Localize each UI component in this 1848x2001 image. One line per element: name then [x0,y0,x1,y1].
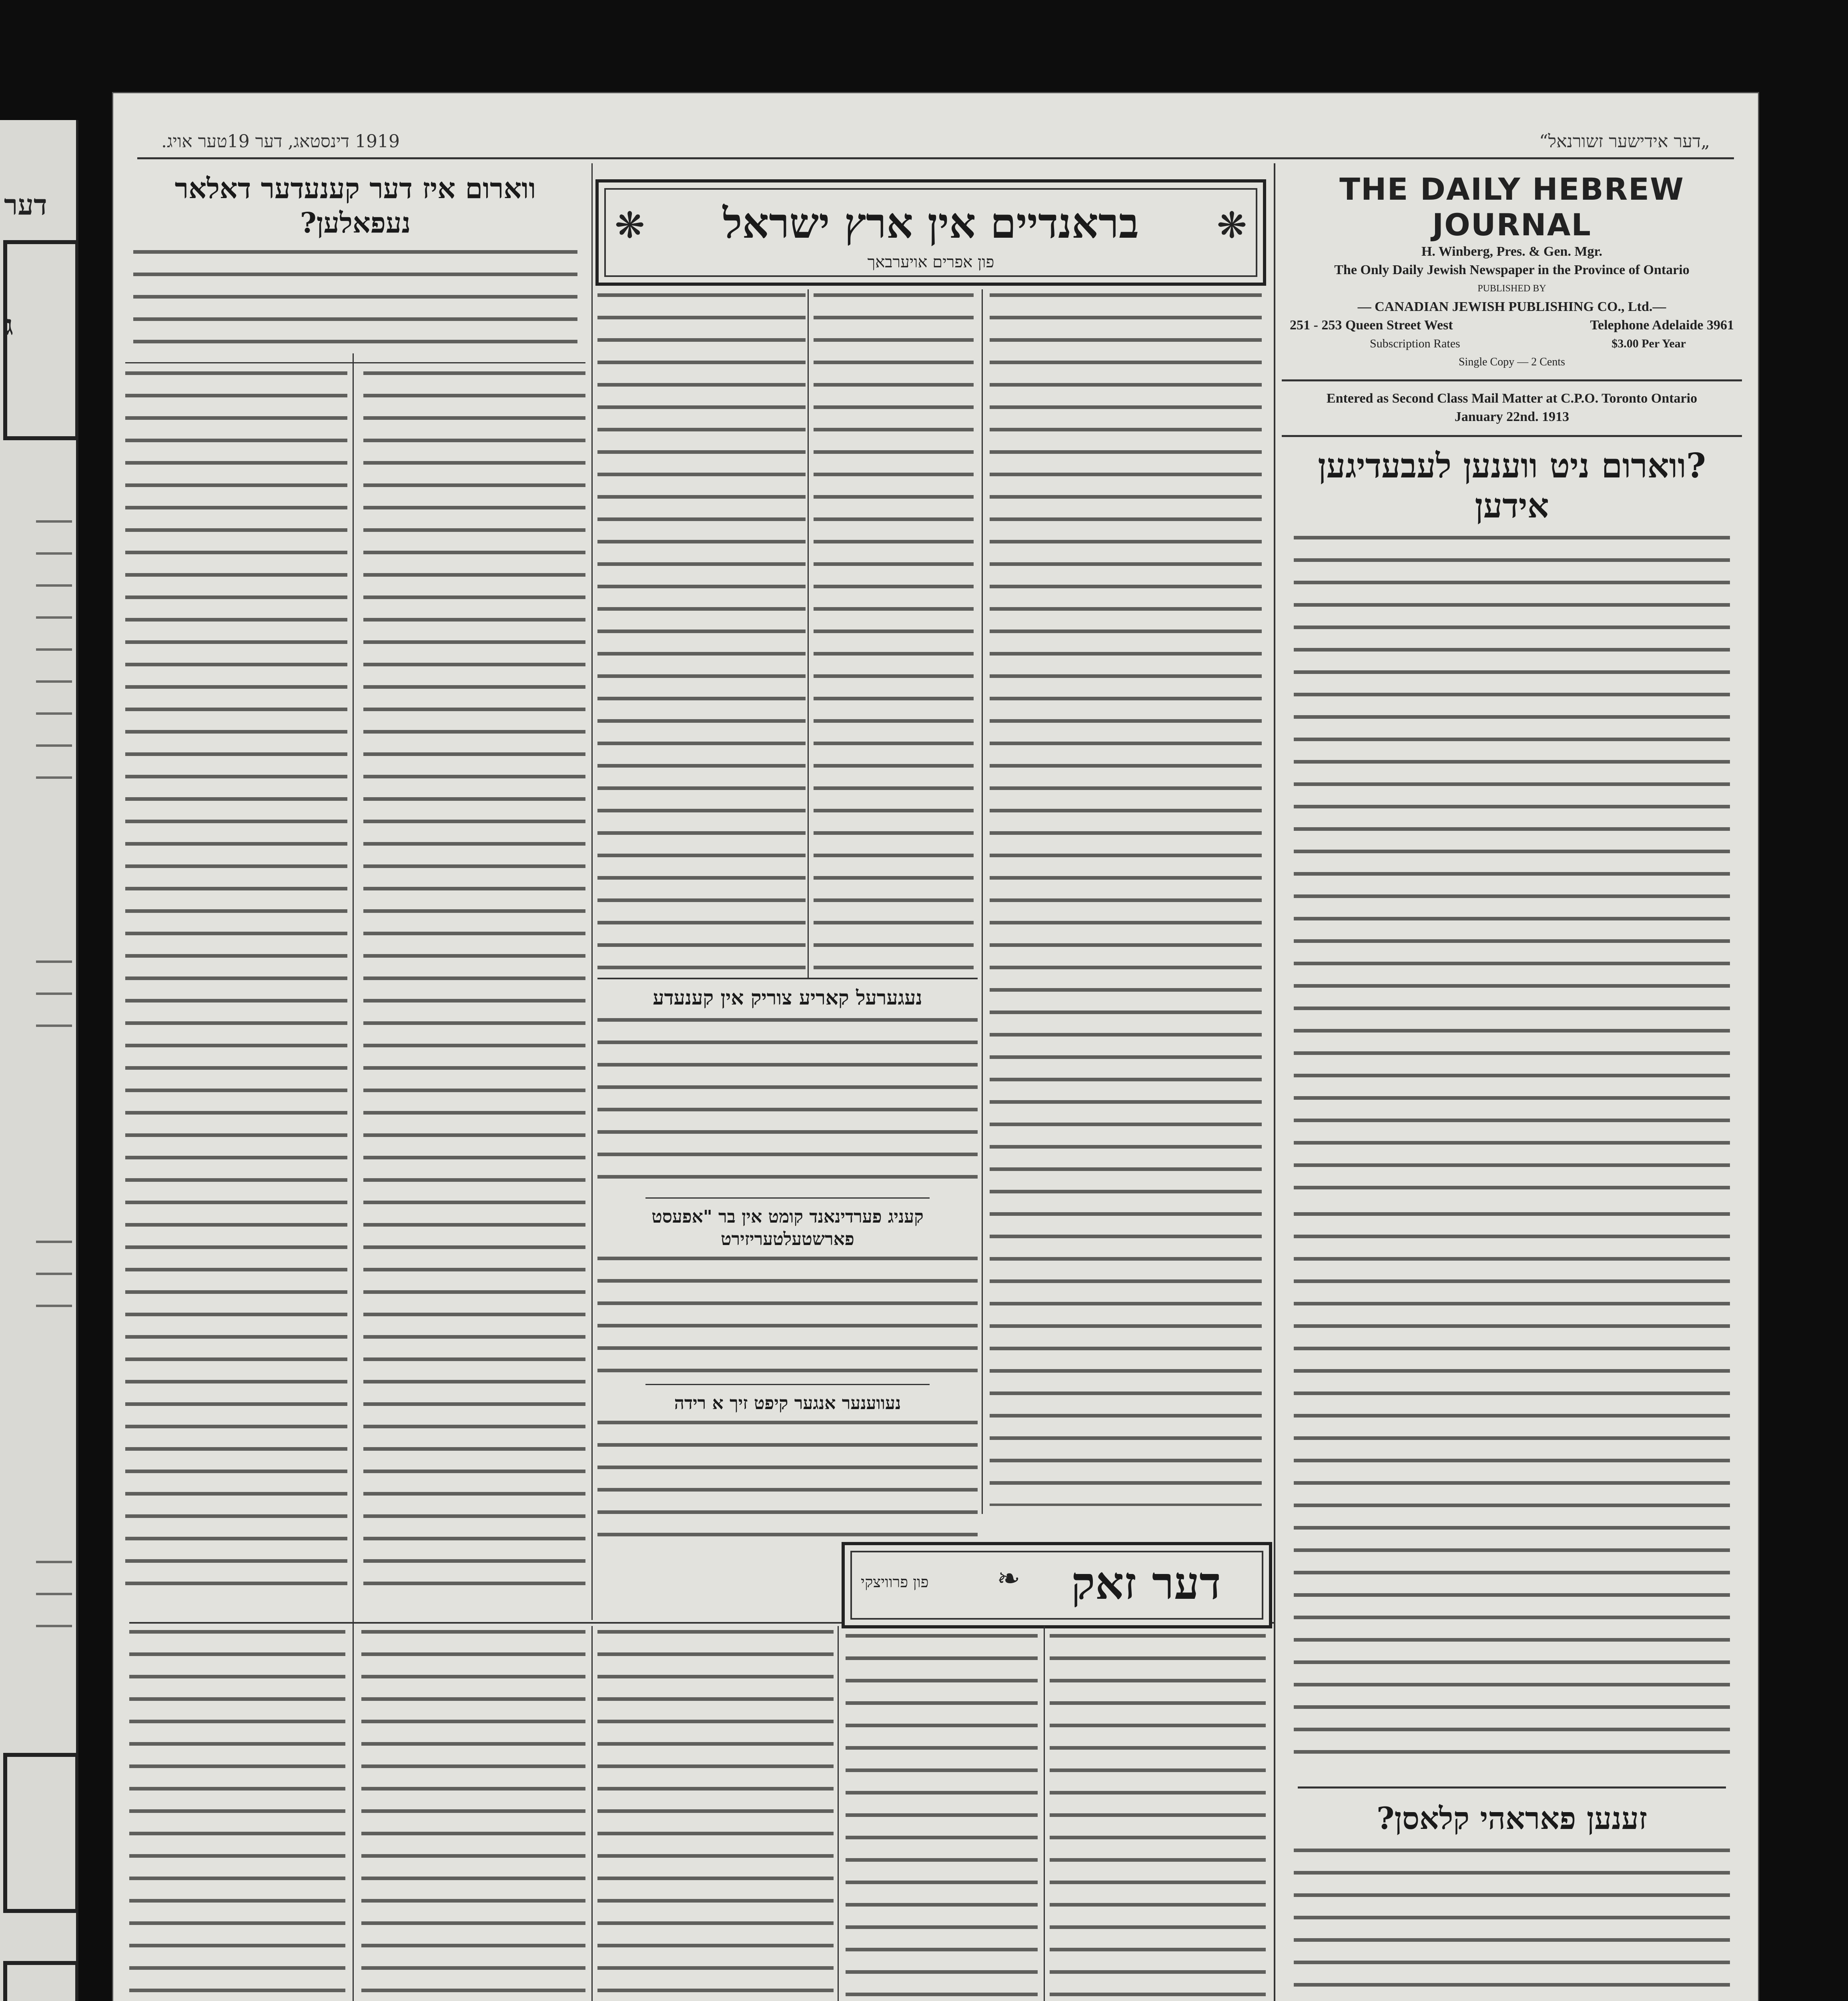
editorial-headline: ?ווארום ניט ווענען לעבעדיגען אידען [1318,446,1706,525]
folio-paper-name: „דער אידישער זשורנאל“ [1539,131,1710,152]
feature-column-1 [990,293,1262,1514]
left-article [125,163,585,1620]
masthead-manager: H. Winberg, Pres. & Gen. Mgr. [1421,244,1603,259]
masthead-title: THE DAILY HEBREW JOURNAL [1339,171,1684,243]
lower-left-col-2 [361,1630,585,2001]
prev-page-ad-box [3,240,78,440]
dollar-body-left [363,371,585,1592]
masthead-contact-row [1282,316,1742,335]
top-rule [137,157,1734,159]
masthead-rates-row [1282,335,1742,353]
lower-left-col-1 [129,1630,345,2001]
masthead-single-copy: Single Copy — 2 Cents [1458,356,1565,368]
pharaoh-body [1294,1849,1730,2001]
feature-column-3 [597,293,806,974]
dollar-body-right [125,371,347,1592]
feature-body-1 [990,293,1262,1506]
ornament-icon: ❋ [1217,205,1247,247]
masthead-rates-label: Subscription Rates [1370,337,1460,350]
masthead-company: — CANADIAN JEWISH PUBLISHING CO., Ltd.— [1357,299,1666,314]
der-zak-byline: פון פרוויצקי [861,1573,929,1591]
der-zak-col-3 [597,1630,834,2001]
prev-page-ad-box [3,1961,78,2001]
dollar-headline: ווארום איז דער קענעדער דאלאר נעפאלען? [174,172,536,239]
subhead-speech-body [597,1421,978,1553]
masthead-address: 251 - 253 Queen Street West [1290,318,1453,333]
canada-body [597,1018,978,1190]
der-zak-headline: דער זאק [1071,1557,1221,1610]
previous-page-edge [0,120,78,2001]
masthead-entered: Entered as Second Class Mail Matter at C.P.O. Toronto Ontario [1326,391,1698,406]
newspaper-page [112,92,1759,2001]
subhead-ferdinand: קעניג פערדינאנד קומט אין בר "אפעסט פארשטעלטעריזירט [651,1207,924,1249]
prev-page-fragment: ג [4,308,14,341]
editorial-body-continued [1294,1212,1730,1764]
subhead-speech: נעווענער אנגער קיפט זיך א רידה [674,1393,901,1414]
masthead-phone: Telephone Adelaide 3961 [1590,318,1734,333]
editorial-body [1294,536,1730,1196]
feature-headline: בראנדיים אין ארץ ישראל [723,198,1139,248]
folio-date: 1919 דינסטאג, דער 19טער אויג. [161,131,400,152]
masthead-tagline: The Only Daily Jewish Newspaper in the Province of Ontario [1334,263,1690,277]
canada-headline: נעגערעל קאריע צוריק אין קענעדע [653,986,922,1009]
feature-column-2 [814,293,974,974]
leaf-ornament-icon: ❧ [997,1562,1020,1595]
der-zak-col-2 [846,1634,1038,2001]
masthead-date: January 22nd. 1913 [1454,409,1569,424]
der-zak-col-1 [1050,1634,1266,2001]
news-briefs [597,978,978,1618]
prev-page-ad-box [3,1753,78,1913]
right-column [1282,163,1742,2001]
der-zak-title-frame [842,1542,1272,1628]
ornament-icon: ❋ [615,205,645,247]
feature-body-2 [814,293,974,970]
masthead-rates-value: $3.00 Per Year [1611,337,1686,350]
masthead [1282,163,1742,437]
feature-title-frame [595,179,1266,286]
dollar-lead [133,250,577,354]
pharaoh-headline: זענען פאראהי קלאסן? [1376,1800,1648,1836]
subhead-ferdinand-body [597,1257,978,1377]
prev-page-fragment: דער [4,188,47,221]
feature-byline: פון אפרים אויערבאך [867,253,994,271]
masthead-published-by: PUBLISHED BY [1477,283,1546,294]
page-folio [113,131,1758,155]
feature-body-3 [597,293,806,970]
